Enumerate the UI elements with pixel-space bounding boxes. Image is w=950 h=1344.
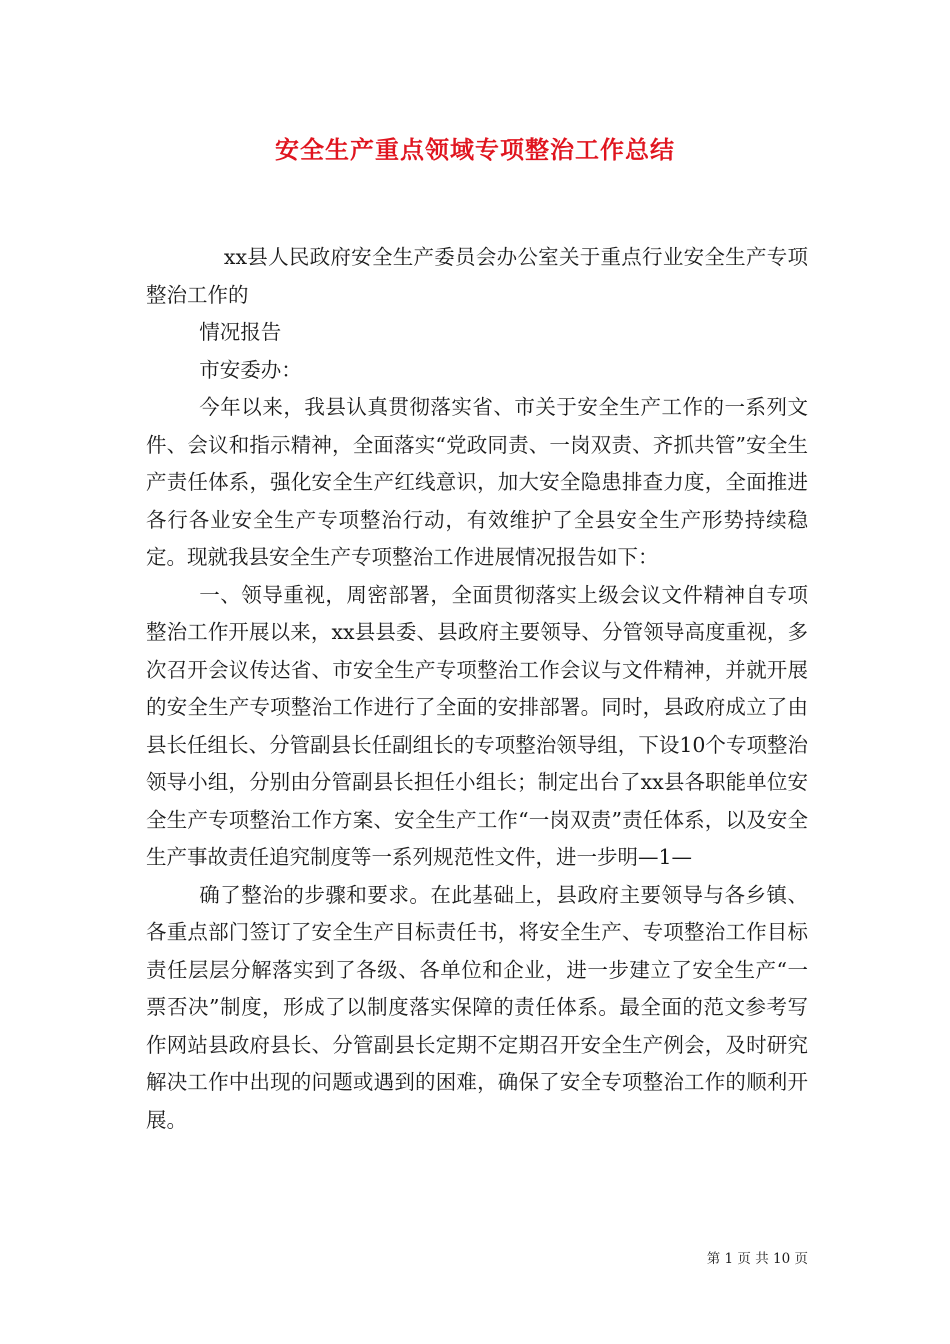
report-heading-subtitle: 情况报告 xyxy=(199,320,282,344)
paragraph-section-one: 一、领导重视，周密部署，全面贯彻落实上级会议文件精神自专项整治工作开展以来，xx县县委、县政府主要领导、分管领导高度重视，多次召开会议传达省、市安全生产专项整治工作会议与文件精神，并就开展的安全生产专项整治工作进行了全面的安排部署。同时，县政府成立了由县长任组长、分管副县长任副组长的专项整治领导组，下设10个专项整治领导小组，分别由分管副县长担任小组长；制定出台了xx县各职能单位安全生产专项整治工作方案、安全生产工作“一岗双责”责任体系，以及安全生产事故责任追究制度等一系列规范性文件，进一步明—1— xyxy=(146,582,808,869)
paragraph-introduction: 今年以来，我县认真贯彻落实省、市关于安全生产工作的一系列文件、会议和指示精神，全面落实“党政同责、一岗双责、齐抓共管”安全生产责任体系，强化安全生产红线意识，加大安全隐患排查力度，全面推进各行各业安全生产专项整治行动，有效维护了全县安全生产形势持续稳定。现就我县安全生产专项整治工作进展情况报告如下： xyxy=(146,395,808,569)
page-number-footer: 第 1 页 共 10 页 xyxy=(706,1251,808,1267)
paragraph-section-one-continued: 确了整治的步骤和要求。在此基础上，县政府主要领导与各乡镇、各重点部门签订了安全生产目标责任书，将安全生产、专项整治工作目标责任层层分解落实到了各级、各单位和企业，进一步建立了安全生产“一票否决”制度，形成了以制度落实保障的责任体系。最全面的范文参考写作网站县政府县长、分管副县长定期不定期召开安全生产例会，及时研究解决工作中出现的问题或遇到的困难，确保了安全专项整治工作的顺利开展。 xyxy=(146,882,808,1132)
report-heading-line: xx县人民政府安全生产委员会办公室关于重点行业安全生产专项整治工作的 xyxy=(146,245,808,307)
document-title: 安全生产重点领域专项整治工作总结 xyxy=(275,135,675,164)
document-body xyxy=(146,239,808,1139)
addressee-line: 市安委办： xyxy=(199,357,302,382)
